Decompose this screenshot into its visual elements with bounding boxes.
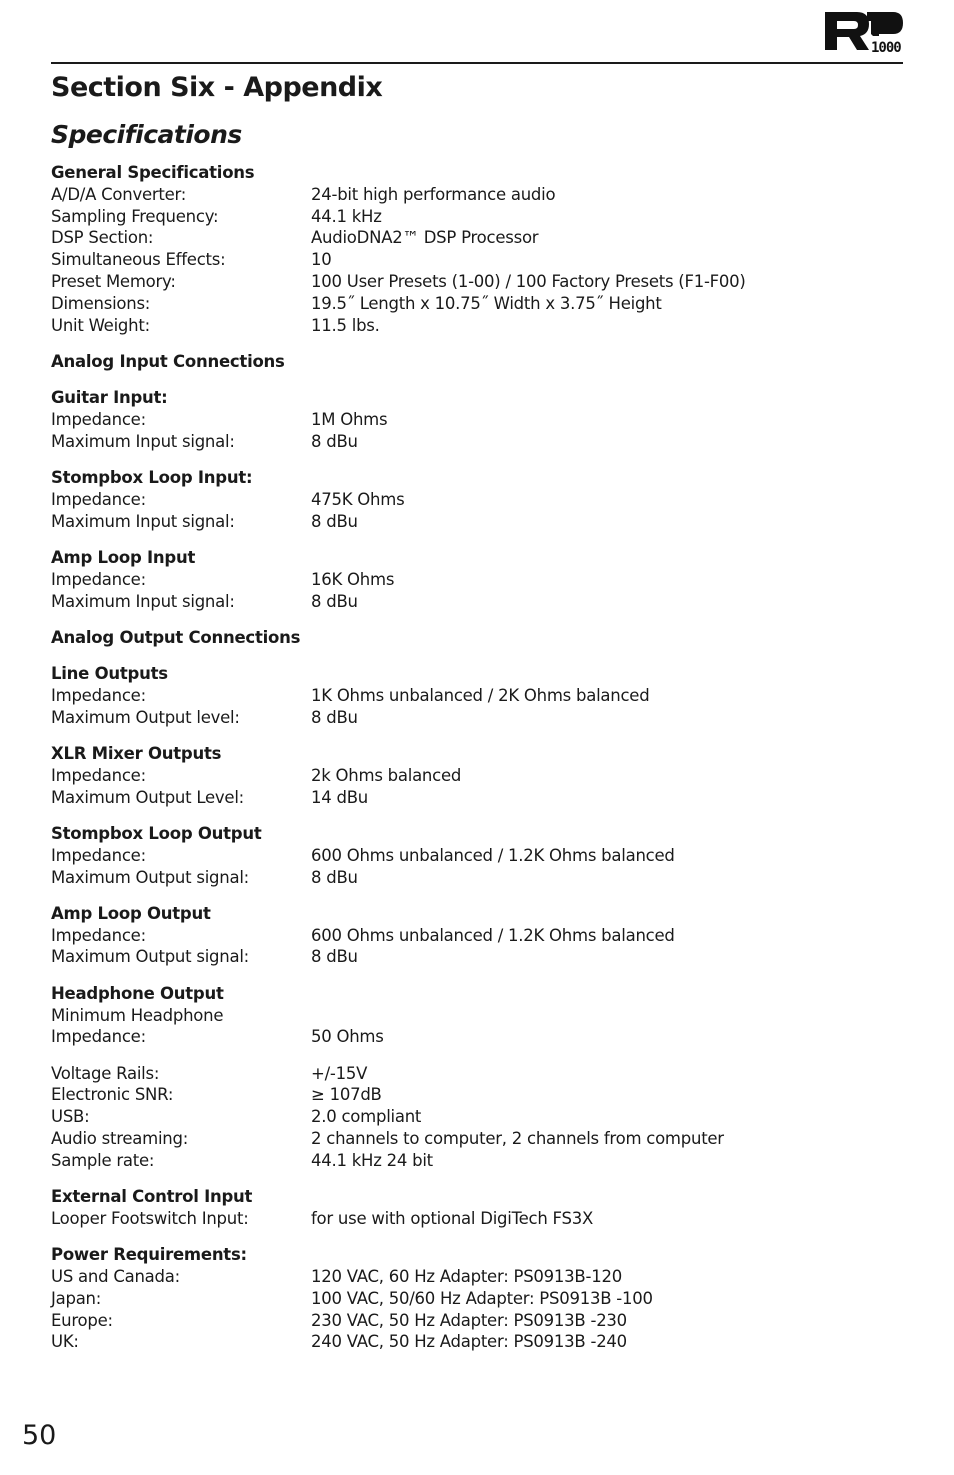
spec-value: 1M Ohms <box>311 409 388 429</box>
spec-group-heading: External Control Input <box>51 1187 253 1207</box>
spec-group <box>51 903 911 968</box>
spec-group <box>51 1063 911 1172</box>
spec-label: Looper Footswitch Input: <box>51 1208 249 1228</box>
spec-label: Impedance: <box>51 685 146 705</box>
spec-group <box>51 823 911 888</box>
spec-group-heading: XLR Mixer Outputs <box>51 744 222 764</box>
spec-row <box>51 293 911 315</box>
spec-row <box>51 511 911 533</box>
spec-value: ≥ 107dB <box>311 1085 382 1105</box>
spec-value: +/-15V <box>311 1063 368 1083</box>
spec-label: Maximum Output level: <box>51 707 240 727</box>
spec-value: 8 dBu <box>311 947 358 967</box>
spec-group <box>51 467 911 532</box>
spec-row <box>51 489 911 511</box>
spec-group-heading: Amp Loop Input <box>51 547 196 567</box>
spec-label: Impedance: <box>51 569 146 589</box>
spec-value: for use with optional DigiTech FS3X <box>311 1208 594 1228</box>
spec-row <box>51 249 911 271</box>
spec-label: Impedance: <box>51 845 146 865</box>
spec-group-heading: General Specifications <box>51 163 255 182</box>
spec-group-heading: Stompbox Loop Output <box>51 823 262 843</box>
specifications-list <box>51 162 911 1368</box>
spec-label: Maximum Input signal: <box>51 431 235 451</box>
spec-row <box>51 409 911 431</box>
spec-row <box>51 1288 911 1310</box>
spec-value: 24-bit high performance audio <box>311 184 556 204</box>
spec-label: Dimensions: <box>51 293 151 313</box>
spec-row <box>51 765 911 787</box>
spec-row <box>51 1106 911 1128</box>
spec-label: Impedance: <box>51 489 146 509</box>
spec-row <box>51 845 911 867</box>
spec-group-heading: Analog Output Connections <box>51 627 301 647</box>
spec-group <box>51 1244 911 1353</box>
spec-label: USB: <box>51 1107 90 1127</box>
spec-row <box>51 271 911 293</box>
spec-group-heading: Line Outputs <box>51 664 168 684</box>
spec-group <box>51 743 911 808</box>
spec-value: 8 dBu <box>311 511 358 531</box>
spec-group-heading: Amp Loop Output <box>51 903 211 923</box>
spec-row <box>51 1266 911 1288</box>
spec-row <box>51 431 911 453</box>
spec-value: 8 dBu <box>311 431 358 451</box>
spec-row <box>51 591 911 613</box>
spec-group-heading: Headphone Output <box>51 983 224 1003</box>
spec-row <box>51 1208 911 1230</box>
spec-value: 2k Ohms balanced <box>311 765 462 785</box>
spec-value: AudioDNA2™ DSP Processor <box>311 228 539 248</box>
spec-row <box>51 184 911 206</box>
spec-row <box>51 925 911 947</box>
spec-row <box>51 569 911 591</box>
spec-group <box>51 547 911 612</box>
spec-label: Impedance: <box>51 409 146 429</box>
spec-value: 14 dBu <box>311 787 368 807</box>
spec-row <box>51 787 911 809</box>
page-number: 50 <box>22 1420 57 1451</box>
spec-value: 600 Ohms unbalanced / 1.2K Ohms balanced <box>311 845 675 865</box>
spec-value: 475K Ohms <box>311 489 405 509</box>
spec-group <box>51 162 911 336</box>
spec-label: Maximum Output signal: <box>51 867 249 887</box>
spec-label: Sample rate: <box>51 1150 155 1170</box>
spec-value: 16K Ohms <box>311 569 395 589</box>
spec-row <box>51 1084 911 1106</box>
spec-label: Electronic SNR: <box>51 1085 174 1105</box>
spec-row <box>51 1128 911 1150</box>
spec-label: Preset Memory: <box>51 271 176 291</box>
spec-label: Europe: <box>51 1310 113 1330</box>
spec-row <box>51 946 911 968</box>
spec-value: 1K Ohms unbalanced / 2K Ohms balanced <box>311 685 650 705</box>
spec-label: Japan: <box>51 1288 102 1308</box>
spec-value: 44.1 kHz <box>311 206 382 226</box>
svg-text:1000: 1000 <box>871 40 901 54</box>
spec-label: Maximum Output signal: <box>51 947 249 967</box>
spec-row <box>51 1310 911 1332</box>
spec-row <box>51 315 911 337</box>
spec-value: 120 VAC, 60 Hz Adapter: PS0913B-120 <box>311 1266 622 1286</box>
spec-group <box>51 1186 911 1230</box>
spec-label: Audio streaming: <box>51 1128 189 1148</box>
spec-value: 44.1 kHz 24 bit <box>311 1150 433 1170</box>
spec-value: 600 Ohms unbalanced / 1.2K Ohms balanced <box>311 925 675 945</box>
spec-row <box>51 1331 911 1353</box>
spec-group <box>51 351 911 373</box>
spec-group <box>51 627 911 649</box>
spec-label: Sampling Frequency: <box>51 206 219 226</box>
spec-label: UK: <box>51 1332 79 1352</box>
spec-label: Voltage Rails: <box>51 1063 160 1083</box>
page-subtitle: Specifications <box>51 120 242 149</box>
spec-value: 2 channels to computer, 2 channels from computer <box>311 1128 724 1148</box>
spec-label: A/D/A Converter: <box>51 184 187 204</box>
spec-value <box>311 1005 911 1027</box>
header-rule <box>51 62 903 64</box>
spec-group <box>51 663 911 728</box>
spec-row <box>51 685 911 707</box>
spec-value: 10 <box>311 250 332 270</box>
spec-row <box>51 1005 911 1027</box>
spec-value: 2.0 compliant <box>311 1107 422 1127</box>
spec-value: 8 dBu <box>311 867 358 887</box>
rp1000-logo <box>823 8 905 54</box>
spec-group <box>51 983 911 1048</box>
spec-value: 240 VAC, 50 Hz Adapter: PS0913B -240 <box>311 1332 627 1352</box>
spec-value: 230 VAC, 50 Hz Adapter: PS0913B -230 <box>311 1310 627 1330</box>
spec-row <box>51 227 911 249</box>
spec-value: 11.5 lbs. <box>311 315 380 335</box>
spec-row <box>51 1063 911 1085</box>
spec-label: Unit Weight: <box>51 315 150 335</box>
spec-label: Minimum Headphone <box>51 1005 224 1025</box>
spec-label: Impedance: <box>51 1027 146 1047</box>
spec-group <box>51 387 911 452</box>
spec-label: Simultaneous Effects: <box>51 250 226 270</box>
spec-label: DSP Section: <box>51 228 154 248</box>
spec-row <box>51 867 911 889</box>
spec-label: Maximum Input signal: <box>51 591 235 611</box>
spec-group-heading: Stompbox Loop Input: <box>51 468 253 488</box>
spec-row <box>51 206 911 228</box>
spec-row <box>51 707 911 729</box>
spec-label: US and Canada: <box>51 1266 180 1286</box>
spec-value: 8 dBu <box>311 707 358 727</box>
spec-label: Impedance: <box>51 765 146 785</box>
spec-group-heading: Analog Input Connections <box>51 351 285 371</box>
spec-row <box>51 1026 911 1048</box>
spec-value: 100 User Presets (1-00) / 100 Factory Presets (F1-F00) <box>311 271 746 291</box>
spec-value: 50 Ohms <box>311 1027 384 1047</box>
spec-value: 100 VAC, 50/60 Hz Adapter: PS0913B -100 <box>311 1288 653 1308</box>
spec-group-heading: Guitar Input: <box>51 388 168 408</box>
spec-value: 8 dBu <box>311 591 358 611</box>
section-title: Section Six - Appendix <box>51 72 383 103</box>
spec-group-heading: Power Requirements: <box>51 1245 247 1265</box>
spec-value: 19.5˝ Length x 10.75˝ Width x 3.75˝ Height <box>311 293 662 313</box>
spec-label: Maximum Output Level: <box>51 787 244 807</box>
spec-label: Impedance: <box>51 925 146 945</box>
spec-label: Maximum Input signal: <box>51 511 235 531</box>
spec-row <box>51 1150 911 1172</box>
